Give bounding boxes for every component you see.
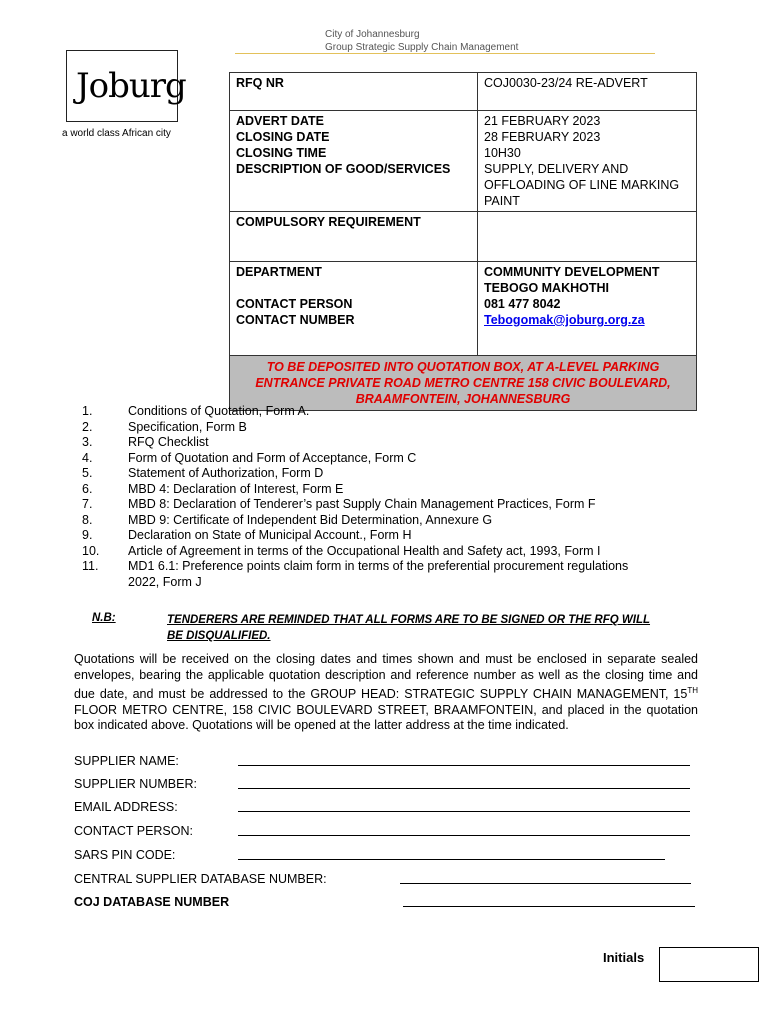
contact-email-link[interactable]: Tebogomak@joburg.org.za bbox=[484, 313, 645, 327]
list-item: 7. MBD 8: Declaration of Tenderer’s past Supply Chain Management Practices, Form F bbox=[82, 497, 596, 511]
list-item: 6. MBD 4: Declaration of Interest, Form E bbox=[82, 481, 344, 496]
header-dept: Group Strategic Supply Chain Management bbox=[325, 42, 519, 53]
rfq-details-table bbox=[229, 72, 697, 411]
supplier-number-line[interactable] bbox=[238, 788, 690, 789]
list-item: 2. Specification, Form B bbox=[82, 419, 247, 434]
logo-tagline: a world class African city bbox=[62, 128, 171, 139]
nb-label: N.B: bbox=[92, 612, 116, 624]
contact-number-value: 081 477 8042 bbox=[484, 297, 561, 311]
sars-pin-line[interactable] bbox=[238, 859, 665, 860]
dates-values: 21 FEBRUARY 2023 28 FEBRUARY 2023 10H30 SUPPLY, DELIVERY AND OFFLOADING OF LINE MARKING PAINT bbox=[478, 111, 697, 212]
header-org: City of Johannesburg bbox=[325, 29, 420, 40]
contact-person-field-label: CONTACT PERSON: bbox=[74, 824, 193, 838]
header-rule bbox=[235, 53, 655, 54]
department-label: DEPARTMENT bbox=[236, 265, 322, 279]
list-item: 11. MD1 6.1: Preference points claim form in terms of the preferential procurement regulations 2022, Form J bbox=[82, 559, 629, 589]
submission-paragraph: Quotations will be received on the closing dates and times shown and must be enclosed in separate sealed envelopes, bearing the applicable quotation description and reference number as well as the closing time and due date, and must be addressed to the GROUP HEAD: STRATEGIC SUPPLY CHAIN MANAGEMENT, 15TH FLOOR METRO CENTRE, 158 CIVIC BOULEVARD STREET, BRAAMFONTEIN, and placed in the quotation box indicated above. Quotations will be opened at the latter address at the time indicated. bbox=[74, 652, 698, 733]
list-item: 5. Statement of Authorization, Form D bbox=[82, 466, 324, 480]
email-address-line[interactable] bbox=[238, 811, 690, 812]
joburg-logo bbox=[62, 50, 192, 142]
supplier-number-label: SUPPLIER NUMBER: bbox=[74, 777, 197, 791]
rfq-nr-value: COJ0030-23/24 RE-ADVERT bbox=[478, 73, 697, 111]
list-item: 8. MBD 9: Certificate of Independent Bid Determination, Annexure G bbox=[82, 512, 493, 527]
coj-number-label: COJ DATABASE NUMBER bbox=[74, 895, 230, 909]
csd-number-line[interactable] bbox=[400, 883, 691, 884]
list-item: 1. Conditions of Quotation, Form A. bbox=[82, 404, 310, 418]
document-header bbox=[325, 28, 518, 54]
list-item: 10. Article of Agreement in terms of the Occupational Health and Safety act, 1993, Form I bbox=[82, 543, 601, 558]
list-item: 3. RFQ Checklist bbox=[82, 435, 209, 449]
initials-label: Initials bbox=[603, 950, 645, 965]
logo-wordmark: Joburg bbox=[76, 66, 186, 106]
initials-box[interactable] bbox=[659, 947, 759, 982]
contact-person-line[interactable] bbox=[238, 835, 690, 836]
supplier-name-label: SUPPLIER NAME: bbox=[74, 754, 179, 768]
contact-number-label: CONTACT NUMBER bbox=[236, 313, 355, 327]
list-item: 4. Form of Quotation and Form of Acceptance, Form C bbox=[82, 450, 417, 465]
nb-text: TENDERERS ARE REMINDED THAT ALL FORMS ARE TO BE SIGNED OR THE RFQ WILL BE DISQUALIFIED. bbox=[167, 614, 651, 642]
email-address-label: EMAIL ADDRESS: bbox=[74, 800, 178, 814]
department-value: COMMUNITY DEVELOPMENT bbox=[484, 265, 660, 279]
compulsory-requirement-label: COMPULSORY REQUIREMENT bbox=[230, 212, 478, 262]
department-contact-values bbox=[478, 262, 697, 356]
coj-number-line[interactable] bbox=[403, 906, 695, 907]
csd-number-label: CENTRAL SUPPLIER DATABASE NUMBER: bbox=[74, 872, 327, 886]
contact-person-value: TEBOGO MAKHOTHI bbox=[484, 281, 609, 295]
contact-person-label: CONTACT PERSON bbox=[236, 297, 353, 311]
sars-pin-label: SARS PIN CODE: bbox=[74, 848, 176, 862]
supplier-name-line[interactable] bbox=[238, 765, 690, 766]
deposit-instruction: TO BE DEPOSITED INTO QUOTATION BOX, AT A-LEVEL PARKING ENTRANCE PRIVATE ROAD METRO CENTRE 158 CIVIC BOULEVARD, BRAAMFONTEIN, JOHANNESBURG bbox=[230, 356, 697, 411]
forms-list bbox=[70, 404, 690, 590]
department-contact-labels bbox=[230, 262, 478, 356]
compulsory-requirement-value bbox=[478, 212, 697, 262]
dates-labels: ADVERT DATE CLOSING DATE CLOSING TIME DESCRIPTION OF GOOD/SERVICES bbox=[230, 111, 478, 212]
list-item: 9. Declaration on State of Municipal Account., Form H bbox=[82, 528, 412, 542]
rfq-nr-label: RFQ NR bbox=[230, 73, 478, 111]
